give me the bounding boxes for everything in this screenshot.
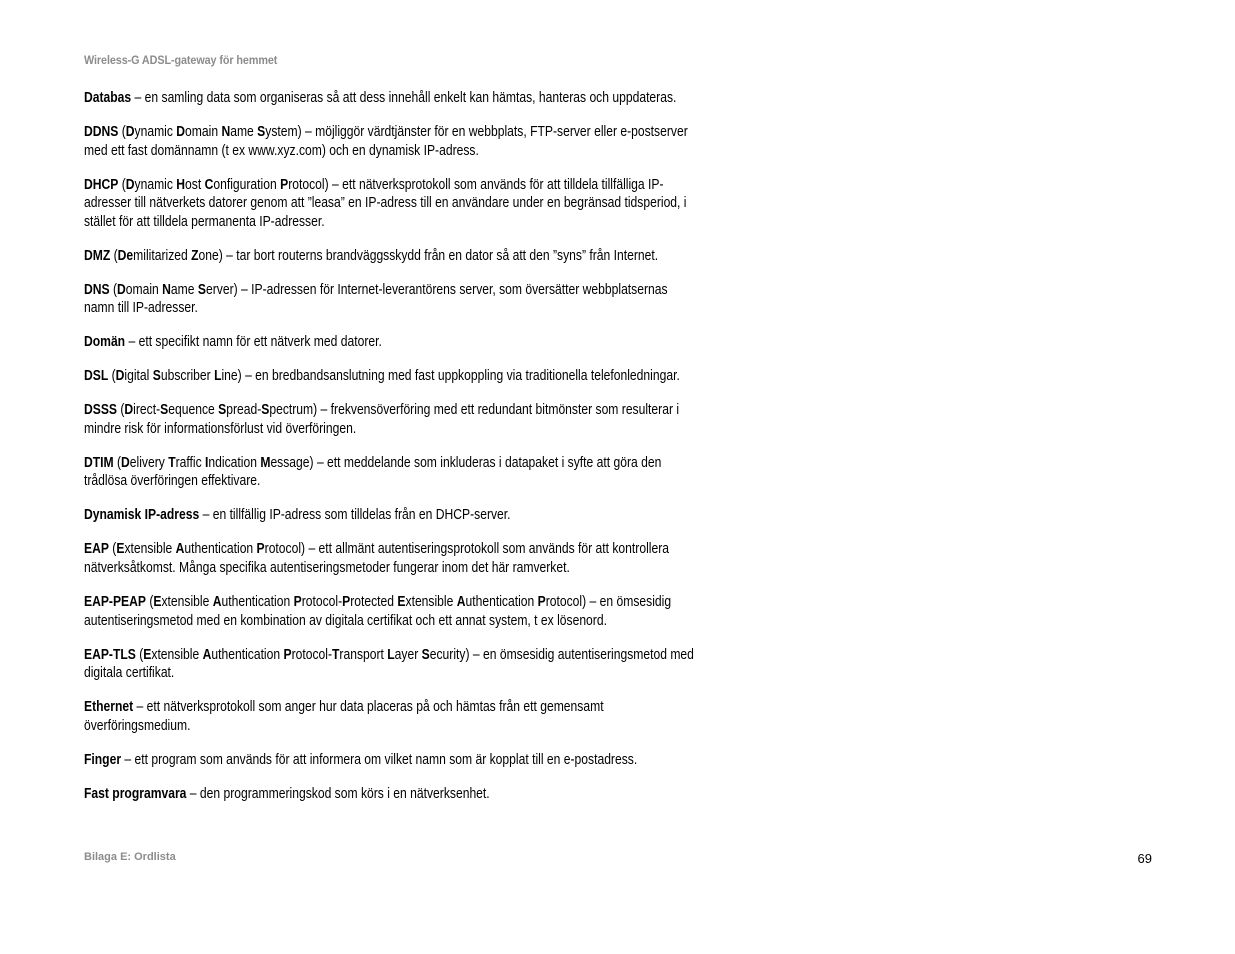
- entry-text: stället för att tilldela permanenta IP-adresser.: [84, 213, 325, 230]
- entry-term-bold: H: [176, 176, 186, 193]
- entry-term-bold: Z: [191, 247, 199, 264]
- entry-term-bold: L: [214, 368, 222, 385]
- entry-text: militarized: [133, 247, 192, 264]
- entry-term-bold: D: [176, 123, 186, 140]
- entry-term-bold: A: [175, 541, 185, 558]
- entry-text: ecurity) – en ömsesidig autentiseringsmetod med: [429, 646, 694, 663]
- entry-term-bold: D: [121, 454, 130, 471]
- entry-term-bold: T: [168, 454, 176, 471]
- footer-section-title: Bilaga E: Ordlista: [84, 851, 176, 863]
- entry-text: ndication: [208, 454, 261, 471]
- glossary-entry: [84, 593, 834, 630]
- entry-text: (: [135, 646, 144, 663]
- entry-term-bold: DHCP: [84, 176, 119, 193]
- entry-text: igital: [124, 368, 153, 385]
- entry-term-bold: A: [456, 593, 466, 610]
- entry-term-bold: S: [257, 123, 266, 140]
- entry-text: ubscriber: [160, 368, 215, 385]
- entry-term-bold: Finger: [84, 751, 122, 768]
- entry-term-bold: P: [283, 646, 292, 663]
- document-header: Wireless-G ADSL-gateway för hemmet: [84, 53, 278, 67]
- entry-text: ayer: [394, 646, 422, 663]
- entry-text: elivery: [129, 454, 169, 471]
- glossary-entry: [84, 333, 834, 352]
- entry-term-bold: L: [387, 646, 395, 663]
- entry-text: (: [145, 593, 154, 610]
- entry-text: – en samling data som organiseras så att dess innehåll enkelt kan hämtas, hanteras och uppdateras.: [131, 90, 677, 106]
- entry-text: rotocol) – ett allmänt autentiseringsprotokoll som används för att kontrollera: [264, 541, 669, 558]
- entry-text: uthentication: [221, 593, 294, 610]
- entry-term-bold: N: [162, 281, 171, 298]
- glossary-entry: [84, 454, 834, 491]
- entry-text: (: [108, 368, 116, 385]
- entry-text: ame: [230, 123, 258, 140]
- entry-term-bold: Databas: [84, 90, 132, 106]
- entry-text: – ett nätverksprotokoll som anger hur data placeras på och hämtas från ett gemensamt: [133, 699, 604, 716]
- entry-term-bold: P: [256, 541, 265, 558]
- entry-text: – ett program som används för att informera om vilket namn som är kopplat till en e-postadress.: [121, 751, 638, 768]
- entry-term-bold: S: [218, 402, 227, 419]
- glossary-entry: [84, 506, 834, 525]
- entry-text: equence: [168, 402, 219, 419]
- entry-text: – en tillfällig IP-adress som tilldelas från en DHCP-server.: [199, 507, 511, 524]
- entry-text: ransport: [339, 646, 388, 663]
- entry-term-bold: I: [205, 454, 209, 471]
- glossary-entry: [84, 698, 834, 735]
- glossary-entry: [84, 540, 834, 577]
- glossary-entry: [84, 646, 834, 683]
- glossary-entry: [84, 89, 834, 108]
- entry-text: omain: [185, 123, 222, 140]
- entry-term-bold: DDNS: [84, 123, 119, 140]
- entry-text: – ett specifikt namn för ett nätverk med datorer.: [125, 334, 382, 351]
- entry-text: rotocol) – en ömsesidig: [545, 593, 672, 610]
- entry-term-bold: E: [116, 541, 125, 558]
- entry-text: trådlösa överföringen effektivare.: [84, 473, 261, 490]
- entry-term-bold: DMZ: [84, 247, 111, 264]
- entry-text: rotocol-: [291, 646, 333, 663]
- entry-term-bold: D: [115, 368, 125, 385]
- entry-term-bold: N: [221, 123, 231, 140]
- glossary-list: [84, 89, 834, 819]
- entry-text: rotocol) – ett nätverksprotokoll som används för att tilldela tillfälliga IP-: [288, 176, 664, 193]
- entry-text: ost: [185, 176, 205, 193]
- entry-term-bold: P: [537, 593, 546, 610]
- entry-text: ynamic: [134, 123, 177, 140]
- glossary-entry: [84, 367, 834, 386]
- entry-text: nätverksåtkomst. Många specifika autentiseringsmetoder fungerar inom det här ramverket.: [84, 560, 570, 576]
- glossary-entry: [84, 247, 834, 266]
- entry-text: essage) – ett meddelande som inkluderas i datapaket i syfte att göra den: [270, 454, 662, 471]
- entry-text: (: [113, 454, 122, 471]
- entry-text: överföringsmedium.: [84, 717, 191, 734]
- glossary-entry: [84, 176, 834, 232]
- entry-term-bold: P: [280, 176, 289, 193]
- entry-text: onfiguration: [213, 176, 281, 193]
- entry-text: – den programmeringskod som körs i en nätverksenhet.: [186, 785, 490, 802]
- entry-term-bold: EAP: [84, 541, 109, 558]
- entry-text: uthentication: [184, 541, 257, 558]
- entry-text: autentiseringsmetod med en kombination av digitala certifikat och ett annat system, t ex lösenord.: [84, 612, 607, 629]
- entry-term-bold: DTIM: [84, 454, 114, 471]
- entry-term-bold: D: [125, 123, 135, 140]
- entry-text: raffic: [175, 454, 206, 471]
- entry-text: (: [109, 281, 118, 298]
- entry-text: xtensible: [161, 593, 213, 610]
- entry-text: pread-: [226, 402, 262, 419]
- entry-term-bold: P: [342, 593, 351, 610]
- entry-term-bold: DNS: [84, 281, 110, 298]
- entry-text: one) – tar bort routerns brandväggsskydd från en dator så att den ”syns” från Internet.: [198, 247, 659, 264]
- entry-term-bold: C: [204, 176, 214, 193]
- entry-text: (: [110, 247, 118, 264]
- entry-term-bold: E: [153, 593, 162, 610]
- entry-text: (: [118, 176, 126, 193]
- entry-text: erver) – IP-adressen för Internet-leverantörens server, som översätter webbplatsernas: [205, 281, 668, 298]
- entry-term-bold: DSL: [84, 368, 109, 385]
- entry-text: ystem) – möjliggör värdtjänster för en webbplats, FTP-server eller e-postserver: [265, 123, 688, 140]
- entry-text: (: [118, 123, 126, 140]
- entry-text: pectrum) – frekvensöverföring med ett redundant bitmönster som resulterar i: [269, 402, 680, 419]
- entry-text: irect-: [133, 402, 161, 419]
- glossary-entry: [84, 785, 834, 804]
- entry-text: omain: [125, 281, 163, 298]
- entry-term-bold: Domän: [84, 334, 126, 351]
- entry-term-bold: S: [152, 368, 161, 385]
- entry-text: med ett fast domännamn (t ex www.xyz.com) och en dynamisk IP-adress.: [84, 142, 479, 159]
- entry-text: rotocol-: [301, 593, 343, 610]
- entry-text: uthentication: [211, 646, 284, 663]
- entry-text: xtensible: [151, 646, 203, 663]
- entry-text: ame: [170, 281, 198, 298]
- entry-text: (: [117, 402, 125, 419]
- glossary-entry: [84, 281, 834, 318]
- entry-term-bold: M: [260, 454, 271, 471]
- entry-text: xtensible: [124, 541, 176, 558]
- entry-term-bold: E: [397, 593, 406, 610]
- entry-term-bold: D: [117, 281, 126, 298]
- entry-text: rotected: [350, 593, 398, 610]
- entry-text: mindre risk för informationsförlust vid överföringen.: [84, 420, 357, 437]
- glossary-entry: [84, 123, 834, 160]
- entry-text: ine) – en bredbandsanslutning med fast uppkoppling via traditionella telefonledningar.: [221, 368, 680, 385]
- page-number: 69: [1137, 851, 1152, 866]
- entry-text: digitala certifikat.: [84, 665, 175, 682]
- entry-term-bold: S: [261, 402, 270, 419]
- entry-term-bold: EAP-PEAP: [84, 593, 146, 610]
- entry-term-bold: S: [160, 402, 169, 419]
- entry-term-bold: Ethernet: [84, 699, 134, 716]
- entry-text: ynamic: [134, 176, 177, 193]
- entry-term-bold: EAP-TLS: [84, 646, 136, 663]
- entry-term-bold: De: [117, 247, 134, 264]
- glossary-entry: [84, 401, 834, 438]
- entry-term-bold: T: [332, 646, 340, 663]
- entry-term-bold: A: [212, 593, 222, 610]
- entry-term-bold: D: [125, 176, 135, 193]
- entry-term-bold: S: [421, 646, 430, 663]
- entry-text: xtensible: [405, 593, 457, 610]
- entry-term-bold: Dynamisk IP-adress: [84, 507, 200, 524]
- entry-text: (: [108, 541, 117, 558]
- entry-text: namn till IP-adresser.: [84, 300, 198, 317]
- entry-term-bold: DSSS: [84, 402, 118, 419]
- entry-text: adresser till nätverkets datorer genom att ”leasa” en IP-adress till en användare under en begränsad tidsperiod, i: [84, 195, 687, 212]
- entry-term-bold: A: [202, 646, 212, 663]
- entry-term-bold: Fast programvara: [84, 785, 187, 802]
- entry-term-bold: S: [197, 281, 206, 298]
- entry-term-bold: D: [124, 402, 134, 419]
- glossary-entry: [84, 751, 834, 770]
- entry-term-bold: P: [293, 593, 302, 610]
- entry-term-bold: E: [143, 646, 152, 663]
- entry-text: uthentication: [465, 593, 538, 610]
